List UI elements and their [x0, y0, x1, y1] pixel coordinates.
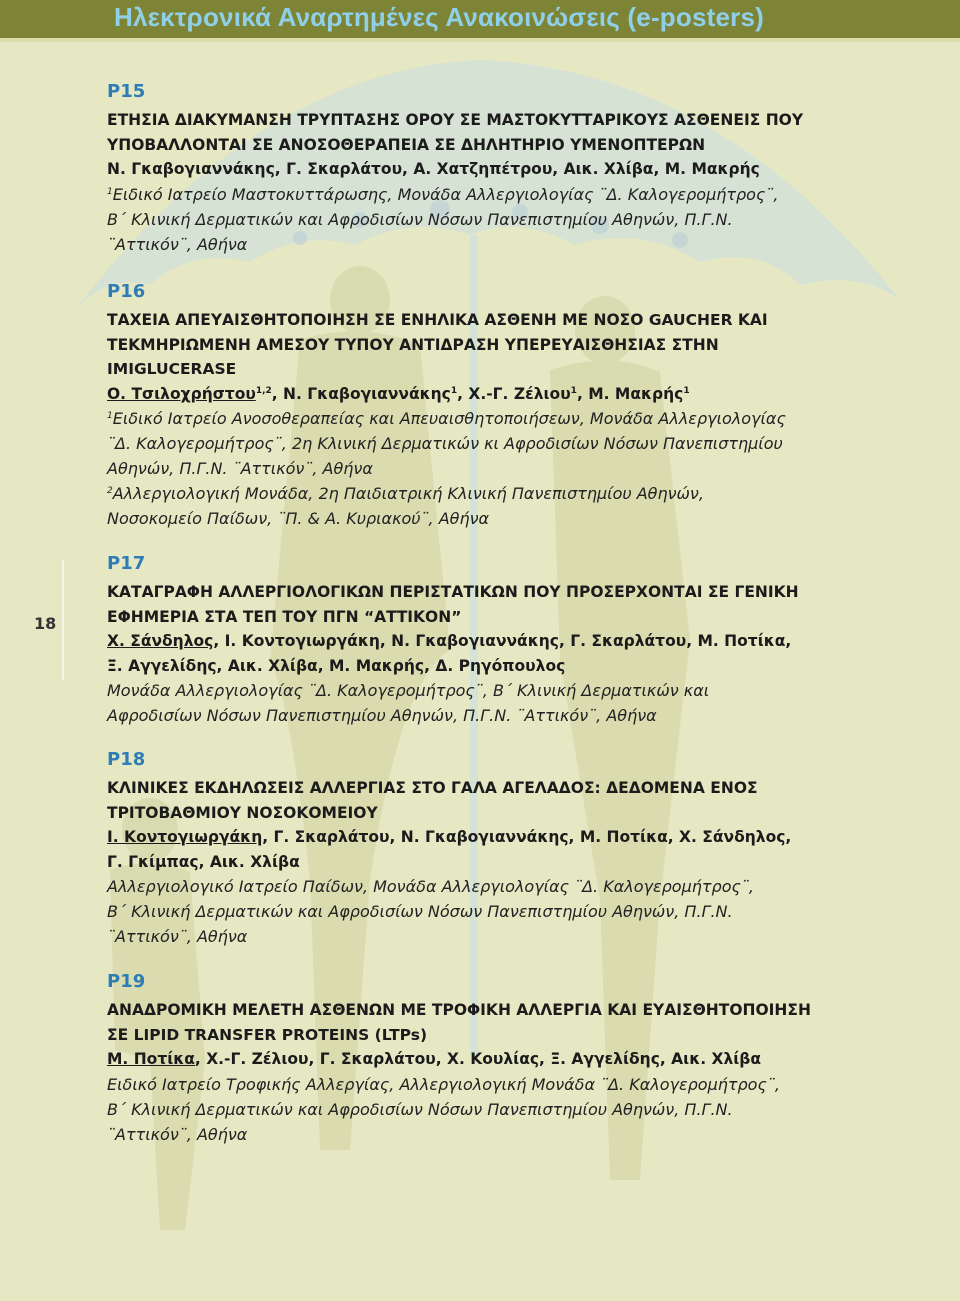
co-authors: , Μ. Μακρής [576, 384, 684, 403]
author-sup: 1 [683, 385, 690, 396]
co-authors: Γ. Γκίμπας, Αικ. Χλίβα [107, 852, 300, 871]
affil-line: Β΄ Κλινική Δερματικών και Αφροδισίων Νόσων Πανεπιστημίου Αθηνών, Π.Γ.Ν. [107, 209, 733, 229]
affil-line: Αλλεργιολογικό Ιατρείο Παίδων, Μονάδα Αλλεργιολογίας ¨Δ. Καλογερομήτρος¨, [107, 877, 754, 896]
poster-affiliation [107, 874, 867, 949]
poster-authors [107, 825, 867, 874]
author-sup: 1 [450, 385, 458, 396]
poster-p19 [107, 970, 867, 1147]
poster-p18 [107, 748, 867, 949]
poster-affiliation [107, 406, 867, 531]
affil-line: Ειδικό Ιατρείο Τροφικής Αλλεργίας, Αλλεργιολογική Μονάδα ¨Δ. Καλογερομήτρος¨, [107, 1074, 780, 1094]
poster-title [107, 998, 867, 1047]
co-authors: , Χ.-Γ. Ζέλιου [457, 384, 571, 403]
affil-line: Νοσοκομείο Παίδων, ¨Π. & Α. Κυριακού¨, Αθήνα [107, 509, 490, 528]
affil-sup: 1 [107, 186, 113, 197]
poster-id: P18 [107, 749, 146, 770]
author-sup: 1 [570, 385, 577, 396]
poster-p16 [107, 280, 867, 531]
title-line: IMIGLUCERASE [107, 360, 237, 378]
co-authors: Ξ. Αγγελίδης, Αικ. Χλίβα, Μ. Μακρής, Δ. Ρηγόπουλος [107, 656, 566, 675]
poster-title [107, 580, 867, 629]
poster-affiliation [107, 182, 867, 257]
title-line: ΕΤΗΣΙΑ ΔΙΑΚΥΜΑΝΣΗ ΤΡΥΠΤΑΣΗΣ ΟΡΟΥ ΣΕ ΜΑΣΤΟΚΥΤΤΑΡΙΚΟΥΣ ΑΣΘΕΝΕΙΣ ΠΟΥ [107, 111, 804, 129]
affil-sup: 2 [107, 486, 113, 496]
affil-line: Β΄ Κλινική Δερματικών και Αφροδισίων Νόσων Πανεπιστημίου Αθηνών, Π.Γ.Ν. [107, 902, 733, 921]
header-divider [0, 38, 960, 42]
page-number-rule [62, 560, 64, 680]
page-title: Ηλεκτρονικά Αναρτημένες Ανακοινώσεις (e-posters) [114, 2, 764, 32]
title-line: ΕΦΗΜΕΡΙΑ ΣΤΑ ΤΕΠ ΤΟΥ ΠΓΝ “ΑΤΤΙΚΟΝ” [107, 607, 462, 626]
co-authors: , Χ.-Γ. Ζέλιου, Γ. Σκαρλάτου, Χ. Κουλίας, Ξ. Αγγελίδης, Αικ. Χλίβα [194, 1050, 762, 1068]
author-sup: 1,2 [255, 385, 272, 396]
affil-line: ¨Αττικόν¨, Αθήνα [107, 927, 248, 946]
affil-line: ¨Αττικόν¨, Αθήνα [107, 1124, 248, 1144]
title-line: ΚΑΤΑΓΡΑΦΗ ΑΛΛΕΡΓΙΟΛΟΓΙΚΩΝ ΠΕΡΙΣΤΑΤΙΚΩΝ ΠΟΥ ΠΡΟΣΕΡΧΟΝΤΑΙ ΣΕ ΓΕΝΙΚΗ [107, 583, 799, 601]
co-authors: , Ι. Κοντογιωργάκη, Ν. Γκαβογιαννάκης, Γ. Σκαρλάτου, Μ. Ποτίκα, [213, 632, 792, 650]
poster-authors [107, 382, 867, 407]
affil-line: Αλλεργιολογική Μονάδα, 2η Παιδιατρική Κλινική Πανεπιστημίου Αθηνών, [112, 484, 704, 503]
affil-sup: 1 [107, 411, 113, 421]
affil-line: Μονάδα Αλλεργιολογίας ¨Δ. Καλογερομήτρος¨, Β΄ Κλινική Δερματικών και [107, 681, 710, 700]
poster-title [107, 308, 867, 382]
poster-affiliation [107, 678, 867, 728]
affil-line: ¨Αττικόν¨, Αθήνα [107, 234, 248, 254]
affil-line: ¨Δ. Καλογερομήτρος¨, 2η Κλινική Δερματικών κι Αφροδισίων Νόσων Πανεπιστημίου [107, 434, 783, 453]
affil-line: Ειδικό Ιατρείο Μαστοκυττάρωσης, Μονάδα Αλλεργιολογίας ¨Δ. Καλογερομήτρος¨, [112, 184, 779, 204]
co-authors: , Γ. Σκαρλάτου, Ν. Γκαβογιαννάκης, Μ. Ποτίκα, Χ. Σάνδηλος, [262, 828, 792, 846]
affil-line: Ειδικό Ιατρείο Ανοσοθεραπείας και Απευαισθητοποιήσεων, Μονάδα Αλλεργιολογίας [112, 409, 786, 428]
poster-affiliation [107, 1072, 867, 1147]
poster-id: P19 [107, 971, 146, 992]
poster-p17 [107, 552, 867, 728]
title-line: ΤΕΚΜΗΡΙΩΜΕΝΗ ΑΜΕΣΟΥ ΤΥΠΟΥ ΑΝΤΙΔΡΑΣΗ ΥΠΕΡΕΥΑΙΣΘΗΣΙΑΣ ΣΤΗΝ [107, 335, 719, 354]
title-line: ΥΠΟΒΑΛΛΟΝΤΑΙ ΣΕ ΑΝΟΣΟΘΕΡΑΠΕΙΑ ΣΕ ΔΗΛΗΤΗΡΙΟ ΥΜΕΝΟΠΤΕΡΩΝ [107, 135, 706, 154]
presenter-name: Ο. Τσιλοχρήστου [107, 384, 256, 403]
affil-line: Αφροδισίων Νόσων Πανεπιστημίου Αθηνών, Π.Γ.Ν. ¨Αττικόν¨, Αθήνα [107, 706, 657, 725]
poster-id: P16 [107, 281, 146, 302]
affil-line: Αθηνών, Π.Γ.Ν. ¨Αττικόν¨, Αθήνα [107, 459, 373, 478]
poster-authors [107, 157, 867, 182]
affil-line: Β΄ Κλινική Δερματικών και Αφροδισίων Νόσων Πανεπιστημίου Αθηνών, Π.Γ.Ν. [107, 1099, 733, 1119]
presenter-name: Ι. Κοντογιωργάκη [107, 828, 263, 846]
poster-id: P15 [107, 81, 146, 102]
co-authors: , Ν. Γκαβογιαννάκης [271, 384, 451, 403]
title-line: ΣΕ LIPID TRANSFER PROTEINS (LTPs) [107, 1025, 428, 1044]
presenter-name: Ν. Γκαβογιαννάκης [107, 160, 275, 178]
poster-id: P17 [107, 553, 146, 574]
poster-authors [107, 1047, 867, 1072]
title-line: ΑΝΑΔΡΟΜΙΚΗ ΜΕΛΕΤΗ ΑΣΘΕΝΩΝ ΜΕ ΤΡΟΦΙΚΗ ΑΛΛΕΡΓΙΑ ΚΑΙ ΕΥΑΙΣΘΗΤΟΠΟΙΗΣΗ [107, 1001, 811, 1019]
title-line: ΚΛΙΝΙΚΕΣ ΕΚΔΗΛΩΣΕΙΣ ΑΛΛΕΡΓΙΑΣ ΣΤΟ ΓΑΛΑ ΑΓΕΛΑΔΟΣ: ΔΕΔΟΜΕΝΑ ΕΝΟΣ [107, 779, 758, 797]
presenter-name: Μ. Ποτίκα [107, 1050, 195, 1068]
co-authors: , Γ. Σκαρλάτου, Α. Χατζηπέτρου, Αικ. Χλίβα, Μ. Μακρής [274, 160, 760, 178]
header-bar [0, 0, 960, 38]
poster-title [107, 776, 867, 825]
poster-authors [107, 629, 867, 678]
poster-title [107, 108, 867, 157]
poster-p15 [107, 80, 867, 257]
title-line: ΤΑΧΕΙΑ ΑΠΕΥΑΙΣΘΗΤΟΠΟΙΗΣΗ ΣΕ ΕΝΗΛΙΚΑ ΑΣΘΕΝΗ ΜΕ ΝΟΣΟ GAUCHER ΚΑΙ [107, 311, 768, 329]
title-line: ΤΡΙΤΟΒΑΘΜΙΟΥ ΝΟΣΟΚΟΜΕΙΟΥ [107, 803, 378, 822]
presenter-name: Χ. Σάνδηλος [107, 632, 214, 650]
page-number: 18 [34, 614, 57, 633]
